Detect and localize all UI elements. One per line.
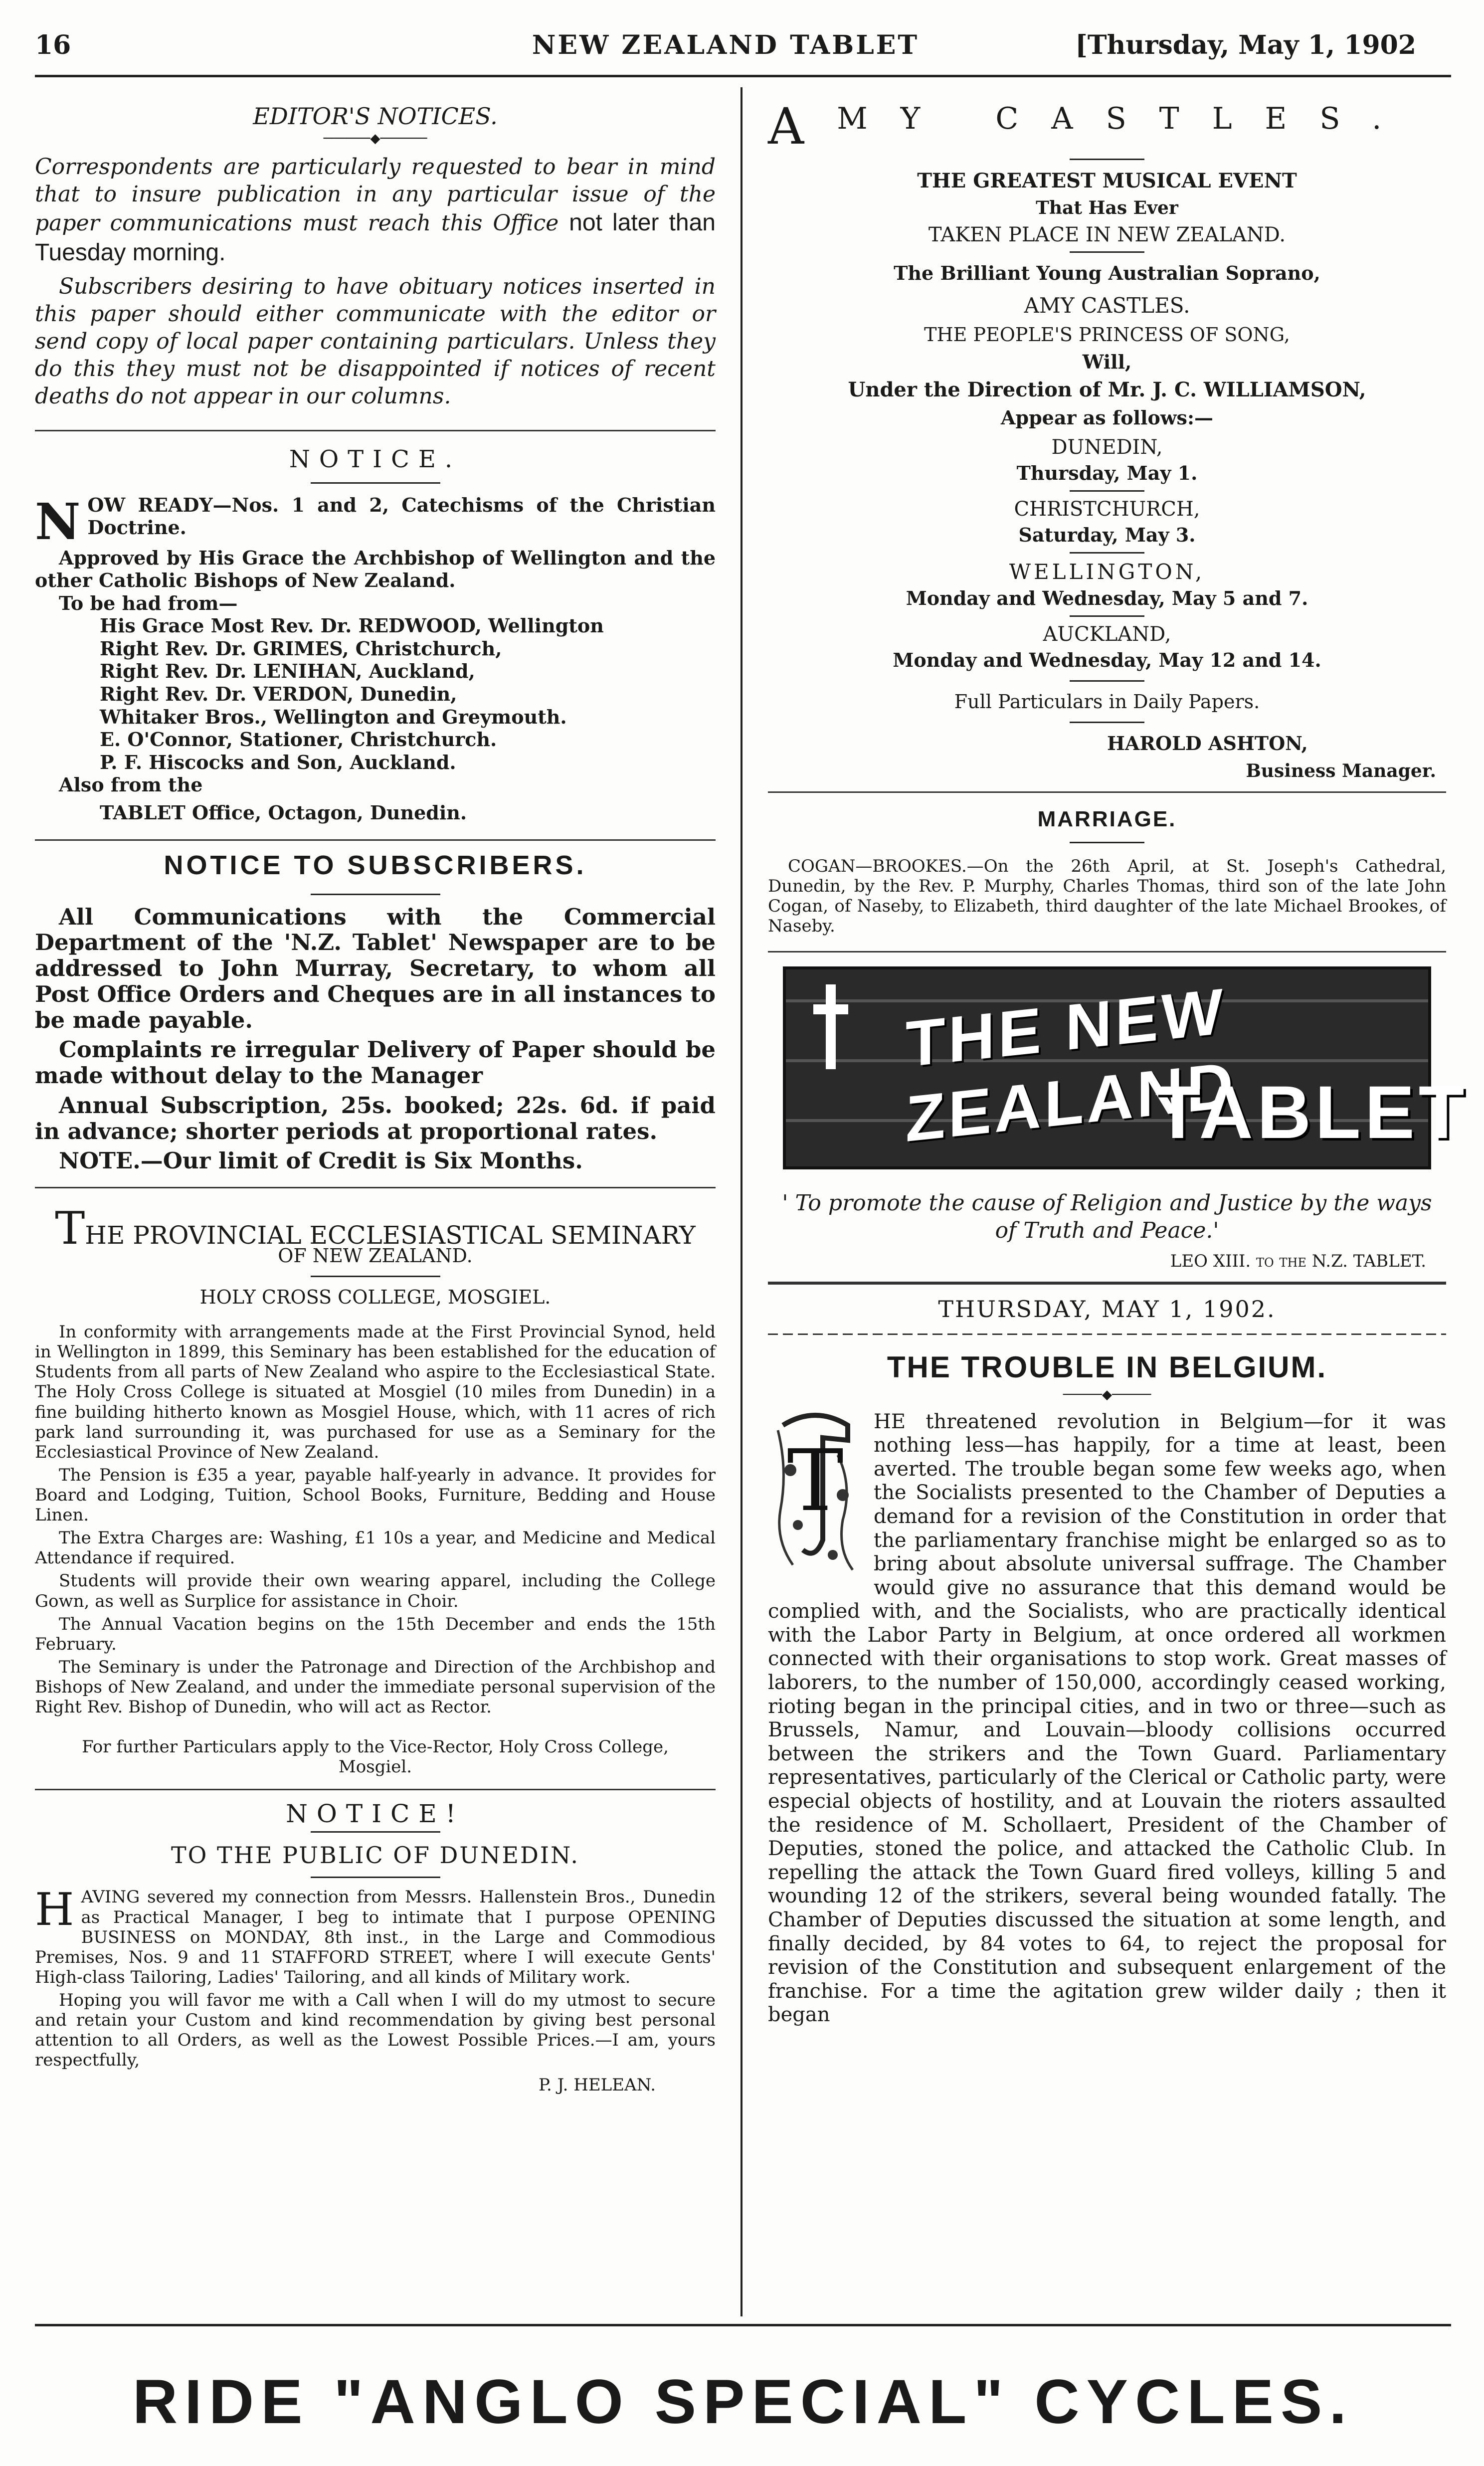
short-rule	[311, 1831, 440, 1833]
dashed-rule	[768, 1333, 1446, 1335]
section-rule	[35, 430, 716, 431]
venue-city: DUNEDIN,	[1051, 436, 1163, 459]
short-rule	[311, 1877, 440, 1878]
amy-appear: Appear as follows:—	[1001, 406, 1213, 429]
venue-dates: Monday and Wednesday, May 5 and 7.	[906, 587, 1308, 609]
amy-manager-title: Business Manager.	[1246, 760, 1436, 781]
amy-manager-name: HAROLD ASHTON,	[1107, 732, 1308, 755]
ornamental-initial	[768, 1410, 863, 1575]
amy-full-particulars: Full Particulars in Daily Papers.	[954, 691, 1260, 713]
drop-cap-n: N	[35, 492, 81, 551]
issue-date: [Thursday, May 1, 1902	[1075, 30, 1416, 60]
section-rule	[35, 839, 716, 841]
editorial-body-text: HE threatened revolution in Belgium—for it was nothing less—has happily, for a time at least, been averted. The trouble began some few weeks ago, when the Socialists presented to the Chamber of Deputies a demand for a revision of the Constitution in order that the parliamentary franchise might be enlarged so as to bring about absolute universal suffrage. The Chamber would give no assurance that this demand would be complied with, and the Socialists, who are practically identical with the Labor Party in Belgium, at once ordered all workmen connected with their organisations to stop work. Great masses of laborers, to the number of 150,000, accordingly ceased working, rioting began in the principal cities, and in two or three—such as Brussels, Namur, and Louvain—bloody collisions occurred between the strikers and the Town Guard. Parliamentary representatives, particularly of the Clerical or Catholic party, were especial objects of hostility, and at Louvain the rioters assaulted the residence of M. Schollaert, President of the Chamber of Deputies, stoned the police, and attacked the Catholic Club. In repelling the attack the Town Guard fired volleys, killing 5 and wounding 12 of the strikers, several being wounded fatally. The Chamber of Deputies discussed the situation at some length, and finally decided, by 84 votes to 64, to reject the proposal for revision of the Constitution and subsequent enlargement of the franchise. For a time the agitation grew wilder daily ; then it began	[768, 1410, 1446, 2027]
editors-notices	[35, 102, 716, 410]
seller-item: P. F. Hiscocks and Son, Auckland.	[100, 751, 456, 773]
short-rule	[1070, 615, 1144, 617]
section-rule	[768, 951, 1446, 952]
seller-item: E. O'Connor, Stationer, Christchurch.	[100, 728, 497, 751]
amy-name: AMY CASTLES.	[1024, 293, 1190, 318]
catechism-tablet-office: TABLET Office, Octagon, Dunedin.	[100, 801, 467, 824]
bottom-advertisement: RIDE "ANGLO SPECIAL" CYCLES.	[132, 2367, 1354, 2437]
seminary-para: The Annual Vacation begins on the 15th December and ends the 15th February.	[35, 1614, 716, 1654]
catechism-approved: Approved by His Grace the Archbishop of Wellington and the other Catholic Bishops of New Zealand.	[35, 546, 716, 592]
catechism-sellers-list	[100, 614, 716, 773]
masthead-line2: TABLET	[1155, 1070, 1469, 1154]
seminary-further: For further Particulars apply to the Vice-Rector, Holy Cross College, Mosgiel.	[82, 1737, 669, 1777]
seminary-para: The Seminary is under the Patronage and Direction of the Archbishop and Bishops of New Zealand, and under the immediate personal supervision of the Right Rev. Bishop of Dunedin, who will act as Rector.	[35, 1657, 716, 1717]
short-rule	[311, 1276, 440, 1277]
short-rule	[1070, 722, 1144, 723]
seller-item: Right Rev. Dr. VERDON, Dunedin,	[100, 683, 457, 706]
drop-cap-h: H	[35, 1884, 74, 1936]
short-rule	[1070, 680, 1144, 682]
marriage-text: COGAN—BROOKES.—On the 26th April, at St. Joseph's Cathedral, Dunedin, by the Rev. P. Murphy, Charles Thomas, third son of the late John Cogan, of Naseby, to Elizabeth, third daughter of the late Michael Brookes, of Naseby.	[768, 856, 1446, 937]
drop-cap-a: A	[768, 97, 837, 156]
seminary-para: In conformity with arrangements made at the First Provincial Synod, held in Wellington in 1899, this Seminary has been established for the education of Students from all parts of New Zealand who aspire to the Ecclesiastical State. The Holy Cross College is situated at Mosgiel (10 miles from Dunedin) in a fine building hitherto known as Mosgiel House, which, with 11 acres of rich park land surrounding it, was purchased for use as a Seminary for the Ecclesiastical Province of New Zealand.	[35, 1322, 716, 1462]
short-rule	[1070, 552, 1144, 554]
para1-italic: Correspondents are particularly requested to bear in mind that to insure publication in any particular issue of the paper communications must reach this Office	[35, 154, 716, 236]
venue-dates: Saturday, May 3.	[1018, 524, 1196, 546]
left-column	[35, 92, 716, 2095]
marriage-notice	[768, 807, 1446, 936]
public-notice-p2: Hoping you will favor me with a Call when I will do my utmost to secure and retain your Custom and kind recommendation by giving best personal attention to all Orders, as well as the Lowest Possible Prices.—I am, yours respectfully,	[35, 1990, 716, 2071]
short-rule	[311, 894, 440, 895]
newspaper-title: NEW ZEALAND TABLET	[532, 30, 920, 60]
seminary-para: The Pension is £35 a year, payable half-yearly in advance. It provides for Board and Lodging, Tuition, School Books, Furniture, Bedding and House Linen.	[35, 1465, 716, 1525]
public-notice-heading: NOTICE!	[286, 1799, 465, 1829]
masthead-attribution: LEO XIII. to the N.Z. TABLET.	[1170, 1251, 1426, 1272]
public-notice	[35, 1799, 716, 2095]
header-rule	[35, 75, 1451, 77]
amy-castles-heading	[768, 97, 1446, 156]
catechism-intro	[35, 492, 716, 551]
catechism-intro-text: OW READY—Nos. 1 and 2, Catechisms of the Christian Doctrine.	[87, 493, 716, 539]
drop-cap-t-letter: T	[787, 1431, 844, 1530]
masthead-banner	[783, 966, 1469, 1169]
catechism-also-from: Also from the	[59, 773, 203, 796]
seminary-notice	[35, 1202, 716, 1777]
venue-dates: Thursday, May 1.	[1016, 462, 1198, 484]
cross-icon	[813, 984, 848, 1069]
editors-notices-para2: Subscribers desiring to have obituary notices inserted in this paper should either communicate with the editor or send copy of local paper containing particulars. Unless they do this they must not be disappointed if notices of recent deaths do not appear in our columns.	[35, 273, 716, 409]
seminary-para: Students will provide their own wearing apparel, including the College Gown, as well as Surplice for assistance in Choir.	[35, 1571, 716, 1611]
venue-list	[768, 436, 1446, 671]
editors-notices-para1	[35, 153, 716, 268]
venue-city: AUCKLAND,	[1043, 623, 1171, 646]
editorial-dateline: THURSDAY, MAY 1, 1902.	[938, 1295, 1276, 1323]
public-notice-subheading: TO THE PUBLIC OF DUNEDIN.	[171, 1842, 579, 1869]
catechism-to-be-had: To be had from—	[59, 591, 238, 614]
column-divider	[741, 87, 742, 2316]
amy-princess: THE PEOPLE'S PRINCESS OF SONG,	[924, 324, 1290, 346]
page-number: 16	[35, 30, 71, 60]
footer-rule	[35, 2324, 1451, 2326]
masthead-line1: THE NEW ZEALAND	[906, 974, 1237, 1156]
amy-castles-heading-text: MY CASTLES.	[837, 101, 1415, 136]
seller-item: Right Rev. Dr. LENIHAN, Auckland,	[100, 660, 475, 683]
drop-cap-t: T	[55, 1202, 85, 1255]
editorial-body	[768, 1410, 1446, 2027]
section-rule	[35, 1789, 716, 1790]
section-rule	[35, 1187, 716, 1188]
seminary-heading-text: HE PROVINCIAL ECCLESIASTICAL SEMINARY	[85, 1221, 696, 1250]
page-header	[35, 30, 1416, 70]
seller-item: Whitaker Bros., Wellington and Greymouth.	[100, 705, 567, 728]
subscribers-notice	[35, 850, 716, 1174]
venue-dates: Monday and Wednesday, May 12 and 14.	[893, 649, 1321, 671]
subscribers-p3: Annual Subscription, 25s. booked; 22s. 6d. if paid in advance; shorter periods at proportional rates.	[35, 1092, 716, 1144]
masthead-motto: ' To promote the cause of Religion and Justice by the ways of Truth and Peace.'	[782, 1190, 1432, 1244]
editors-notices-heading: EDITOR'S NOTICES.	[253, 103, 498, 130]
seminary-subheading: OF NEW ZEALAND.	[278, 1245, 473, 1267]
short-rule	[1070, 490, 1144, 492]
para1-plain: not later than Tuesday morning.	[35, 209, 716, 266]
ornament-divider: ──────◆──────	[323, 131, 427, 146]
amy-greatest: THE GREATEST MUSICAL EVENT	[917, 169, 1297, 192]
amy-brilliant: The Brilliant Young Australian Soprano,	[894, 262, 1320, 284]
amy-castles-ad	[768, 97, 1446, 781]
section-rule	[768, 791, 1446, 793]
amy-direction: Under the Direction of Mr. J. C. WILLIAMSON,	[848, 378, 1366, 401]
subscribers-p1: All Communications with the Commercial Department of the 'N.Z. Tablet' Newspaper are to be addressed to John Murray, Secretary, to whom all Post Office Orders and Cheques are in all instances to be made payable.	[35, 903, 716, 1033]
short-rule	[1070, 842, 1144, 843]
marriage-heading: MARRIAGE.	[1037, 807, 1177, 831]
venue-city: WELLINGTON,	[1009, 560, 1205, 584]
catechism-notice	[35, 445, 716, 824]
short-rule	[1070, 251, 1144, 253]
editorial	[768, 1296, 1446, 2027]
subscribers-p4: NOTE.—Our limit of Credit is Six Months.	[59, 1147, 583, 1174]
ornament-divider: ─────◆─────	[1063, 1387, 1151, 1402]
seminary-para: The Extra Charges are: Washing, £1 10s a year, and Medicine and Medical Attendance if required.	[35, 1528, 716, 1568]
section-rule	[768, 1282, 1446, 1285]
public-notice-p1-text: AVING severed my connection from Messrs. Hallenstein Bros., Dunedin as Practical Manager, I beg to intimate that I purpose OPENING BUSINESS on MONDAY, 8th inst., in the Large and Commodious Premises, Nos. 9 and 11 STAFFORD STREET, where I will execute Gents' High-class Tailoring, Ladies' Tailoring, and all kinds of Military work.	[35, 1887, 716, 1987]
editorial-heading: THE TROUBLE IN BELGIUM.	[887, 1350, 1327, 1384]
public-notice-signature: P. J. HELEAN.	[538, 2075, 656, 2095]
right-column	[768, 92, 1469, 2027]
seller-item: Right Rev. Dr. GRIMES, Christchurch,	[100, 637, 502, 660]
public-notice-p1	[35, 1884, 716, 1987]
venue-city: CHRISTCHURCH,	[1014, 498, 1200, 521]
short-rule	[1070, 159, 1144, 160]
catechism-notice-heading: NOTICE.	[289, 445, 462, 473]
seller-item: His Grace Most Rev. Dr. REDWOOD, Wellington	[100, 614, 604, 637]
amy-taken-place: TAKEN PLACE IN NEW ZEALAND.	[928, 223, 1286, 246]
amy-will: Will,	[1082, 351, 1132, 373]
short-rule	[311, 482, 440, 484]
subscribers-p2: Complaints re irregular Delivery of Paper should be made without delay to the Manager	[35, 1036, 716, 1089]
amy-that-has: That Has Ever	[1036, 197, 1178, 218]
masthead	[768, 966, 1469, 1272]
subscribers-notice-heading: NOTICE TO SUBSCRIBERS.	[164, 850, 587, 880]
seminary-college: HOLY CROSS COLLEGE, MOSGIEL.	[199, 1286, 551, 1309]
